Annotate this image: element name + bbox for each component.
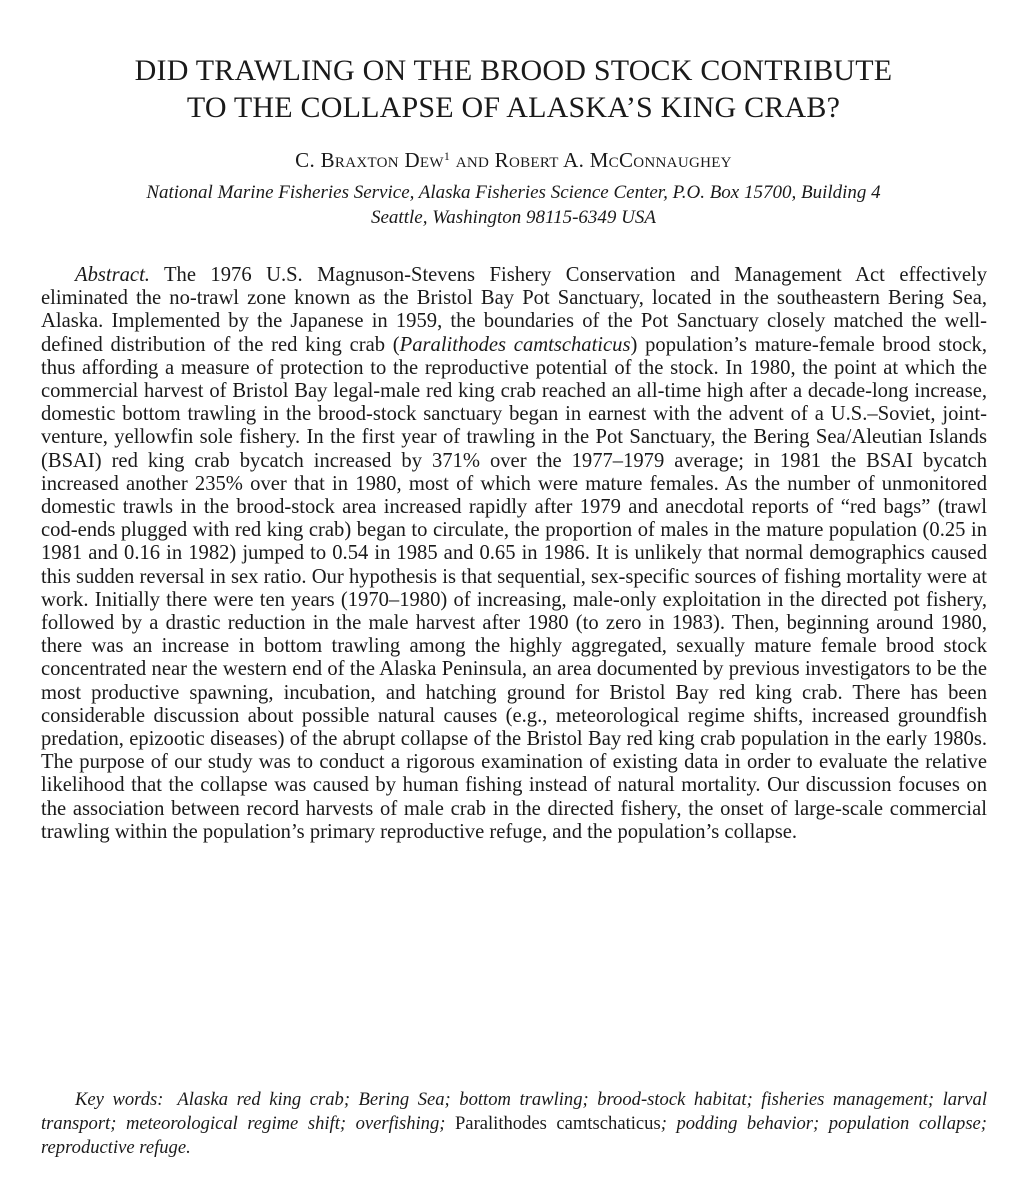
abstract-species-name: Paralithodes camtschaticus (399, 333, 631, 356)
paper-title (0, 52, 1027, 126)
keywords-text-1: Alaska red king crab; Bering Sea; bottom trawling; brood-stock habitat; fisheries management; larval transport; meteorological regime shift; overfishing; (41, 1089, 987, 1134)
keywords-species-name: Paralithodes camtschaticus (454, 1113, 661, 1134)
author-conjunction: and (450, 148, 495, 172)
abstract-text-2: ) population’s mature-female brood stock, thus affording a measure of protection to the reproductive potential of the stock. In 1980, the point at which the commercial harvest of Bristol Bay legal-male red king crab reached an all-time high after a decade-long increase, domestic bottom trawling in the brood-stock sanctuary began in earnest with the advent of a U.S.–Soviet, joint-venture, yellowfin sole fishery. In the first year of trawling in the Pot Sanctuary, the Bering Sea/Aleutian Islands (BSAI) red king crab bycatch increased by 371% over the 1977–1979 average; in 1981 the BSAI bycatch increased another 235% over that in 1980, most of which were mature females. As the number of unmonitored domestic trawls in the brood-stock area increased rapidly after 1979 and anecdotal reports of “red bags” (trawl cod-ends plugged with red king crab) began to circulate, the proportion of males in the mature population (0.25 in 1981 and 0.16 in 1982) jumped to 0.54 in 1985 and 0.65 in 1986. It is unlikely that normal demographics caused this sudden reversal in sex ratio. Our hypothesis is that sequential, sex-specific sources of fishing mortality were at work. Initially there were ten years (1970–1980) of increasing, male-only exploitation in the directed pot fishery, followed by a drastic reduction in the male harvest after 1980 (to zero in 1983). Then, beginning around 1980, there was an increase in bottom trawling among the highly aggregated, sexually mature female brood stock concentrated near the western end of the Alaska Peninsula, an area documented by previous investigators to be the most productive spawning, incubation, and hatching ground for Bristol Bay red king crab. There has been considerable discussion about possible natural causes (e.g., meteorological regime shifts, increased groundfish predation, epizootic diseases) of the abrupt collapse of the Bristol Bay red king crab population in the early 1980s. The purpose of our study was to conduct a rigorous examination of existing data in order to evaluate the relative likelihood that the collapse was caused by human fishing instead of natural mortality. Our discussion focuses on the association between record harvests of male crab in the directed fishery, the onset of large-scale commercial trawling within the population’s primary reproductive refuge, and the population’s collapse. (41, 333, 987, 843)
affiliation-line-2: Seattle, Washington 98115-6349 USA (371, 207, 656, 228)
keywords (41, 1088, 987, 1160)
abstract-text-1: The 1976 U.S. Magnuson-Stevens Fishery Conservation and Management Act effectively eliminated the no-trawl zone known as the Bristol Bay Pot Sanctuary, located in the southeastern Bering Sea, Alaska. Implemented by the Japanese in 1959, the boundaries of the Pot Sanctuary closely matched the well-defined distribution of the red king crab ( (41, 264, 987, 356)
affiliation-line-1: National Marine Fisheries Service, Alaska Fisheries Science Center, P.O. Box 15700, Building 4 (146, 182, 881, 203)
affiliation (0, 180, 1027, 230)
keywords-label: Key words: (75, 1089, 164, 1110)
author-1-footnote-marker: 1 (443, 149, 451, 163)
author-2: Robert A. McConnaughey (494, 148, 732, 172)
keywords-text-2: ; podding behavior; population collapse; reproductive refuge. (41, 1113, 987, 1158)
author-1: C. Braxton Dew (295, 148, 444, 172)
title-line-2: TO THE COLLAPSE OF ALASKA’S KING CRAB? (186, 91, 841, 124)
abstract-label: Abstract. (75, 264, 150, 286)
abstract (41, 264, 987, 844)
author-list (0, 143, 1027, 173)
title-line-1: DID TRAWLING ON THE BROOD STOCK CONTRIBUTE (134, 54, 893, 87)
